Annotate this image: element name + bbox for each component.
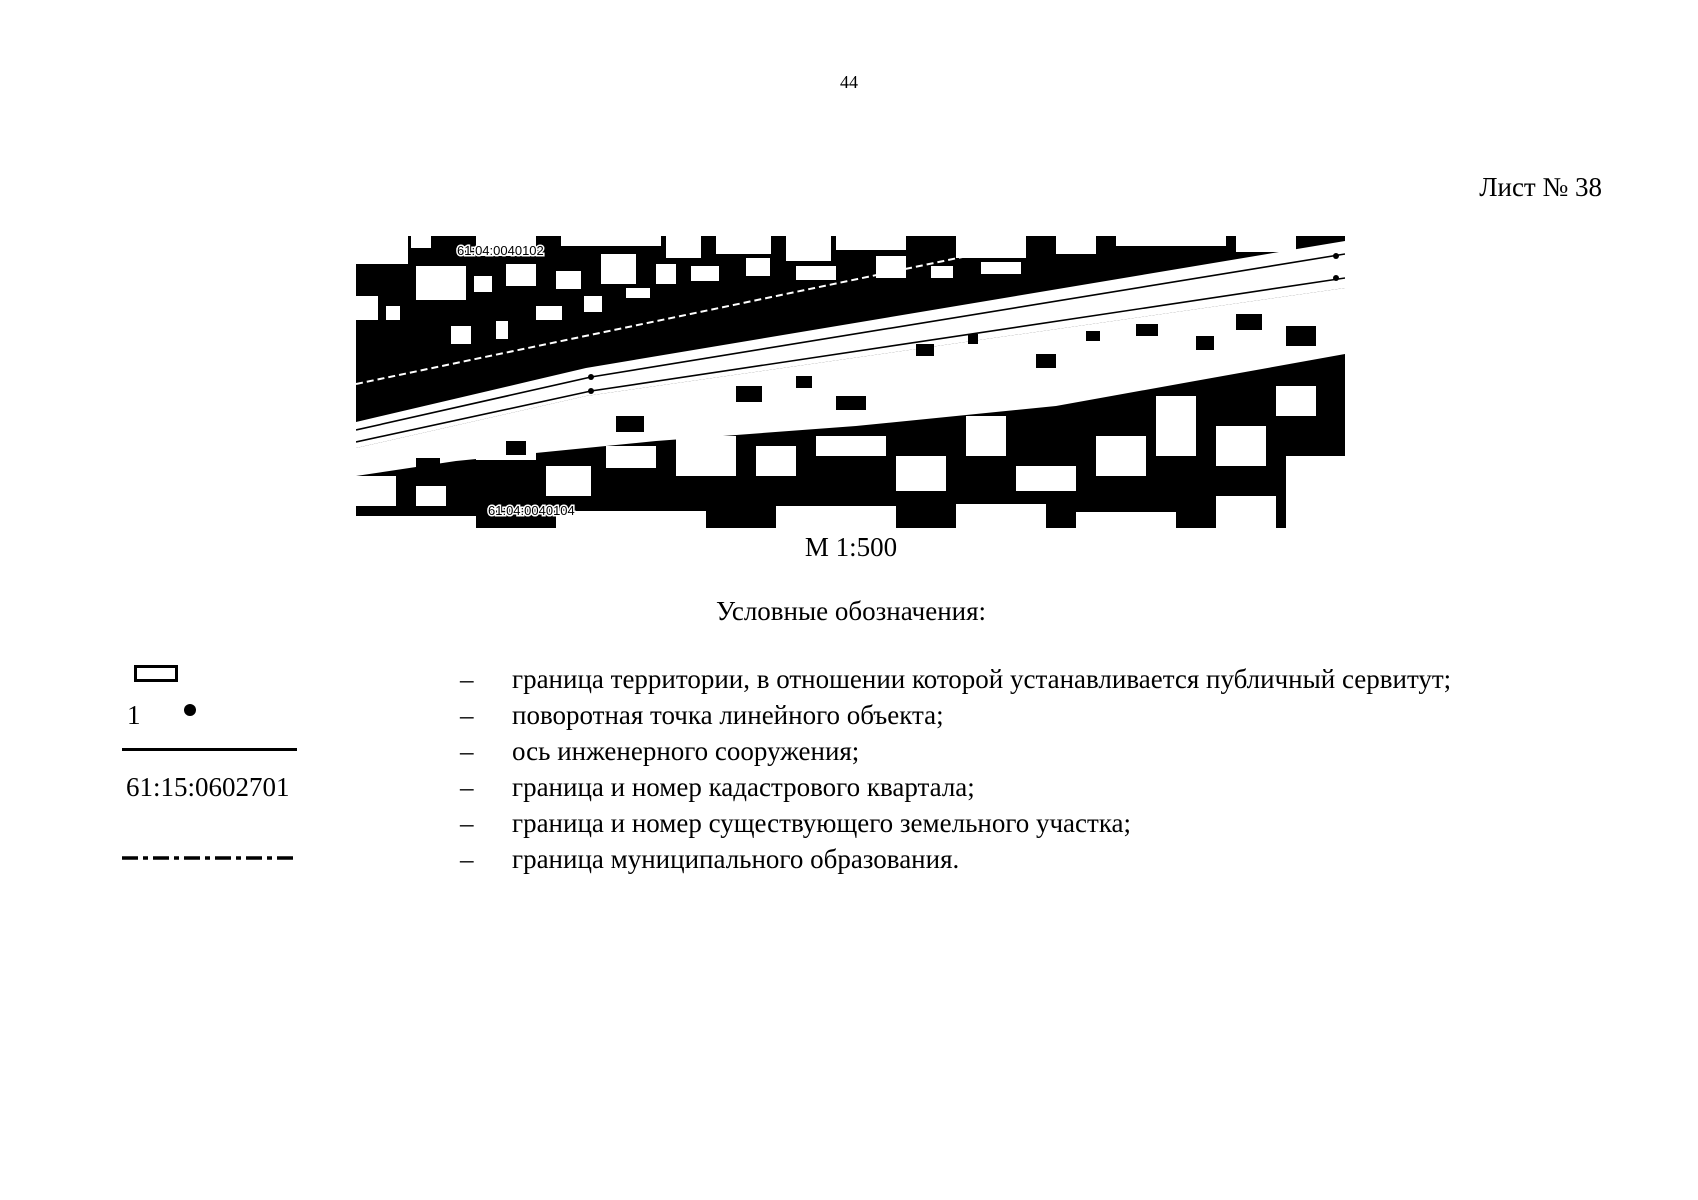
legend-symbol-cadastral bbox=[120, 769, 310, 805]
legend-row-land-plot bbox=[0, 805, 1698, 841]
legend-dash: – bbox=[460, 700, 474, 730]
legend-dash: – bbox=[460, 844, 474, 874]
parcel-label-bottom: 61:04:0040104 bbox=[488, 503, 575, 518]
sheet-title: Лист № 38 bbox=[1479, 172, 1602, 202]
legend-row-cadastral-quarter bbox=[0, 769, 1698, 805]
cadastral-number-label: 61:15:0602701 bbox=[126, 772, 290, 802]
dash-dot-line-icon bbox=[120, 841, 300, 877]
map-image bbox=[356, 236, 1345, 528]
legend-title: Условные обозначения: bbox=[715, 596, 987, 626]
legend-symbol-point bbox=[120, 697, 310, 733]
legend-row-turning-point bbox=[0, 697, 1698, 733]
legend-text: граница и номер существующего земельного участка; bbox=[512, 808, 1132, 838]
map-scale: М 1:500 bbox=[804, 532, 898, 562]
legend-text: поворотная точка линейного объекта; bbox=[512, 700, 944, 730]
legend-text: граница муниципального образования. bbox=[512, 844, 960, 874]
legend-dash: – bbox=[460, 736, 474, 766]
legend-symbol-dash-dot bbox=[120, 841, 310, 877]
point-icon bbox=[184, 704, 196, 716]
legend-text: ось инженерного сооружения; bbox=[512, 736, 860, 766]
legend-dash: – bbox=[460, 664, 474, 694]
page-number: 44 bbox=[840, 72, 858, 92]
rectangle-outline-icon bbox=[134, 665, 178, 682]
legend-symbol-rectangle bbox=[120, 661, 310, 697]
legend-text: граница и номер кадастрового квартала; bbox=[512, 772, 975, 802]
legend-row-municipal-boundary bbox=[0, 841, 1698, 877]
legend-row-servitude-boundary bbox=[0, 661, 1698, 697]
solid-line-icon bbox=[122, 748, 297, 751]
legend-dash: – bbox=[460, 808, 474, 838]
legend-symbol-line bbox=[120, 733, 310, 769]
legend-text: граница территории, в отношении которой устанавливается публичный сервитут; bbox=[512, 664, 1452, 694]
legend-row-axis bbox=[0, 733, 1698, 769]
parcel-label-top: 61:04:0040102 bbox=[457, 243, 544, 258]
legend-dash: – bbox=[460, 772, 474, 802]
point-number-label: 1 bbox=[127, 700, 141, 730]
